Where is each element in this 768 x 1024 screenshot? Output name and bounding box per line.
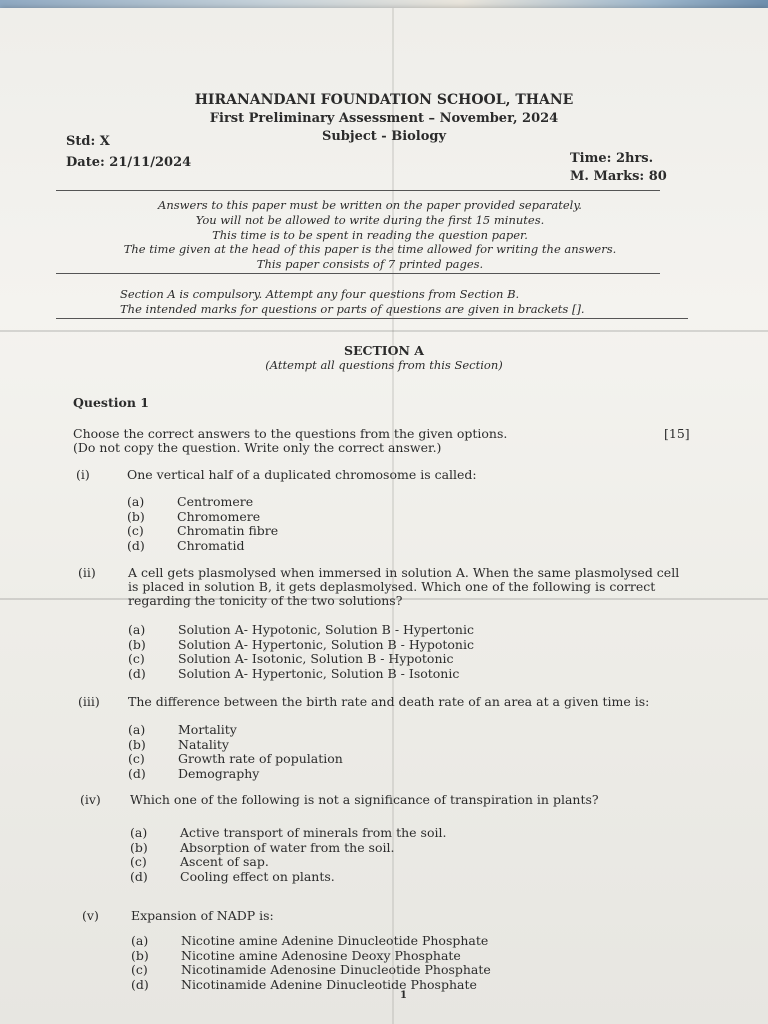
item-number: (iv) [80, 792, 101, 807]
paper-fold [392, 8, 394, 1024]
divider [56, 318, 688, 319]
option-label: (b) [127, 508, 145, 524]
option-text: Demography [178, 765, 260, 781]
section-instruction-line: Section A is compulsory. Attempt any four questions from Section B. [120, 287, 520, 301]
option-label: (b) [130, 839, 148, 855]
option-text: Centromere [177, 494, 254, 509]
option-label: (d) [128, 665, 146, 681]
option-label: (c) [130, 854, 147, 869]
option-label: (d) [131, 976, 149, 992]
option-label: (a) [128, 622, 146, 637]
option-text: Solution A- Hypertonic, Solution B - Isotonic [178, 665, 460, 681]
divider [56, 190, 660, 191]
instruction-line: Answers to this paper must be written on the paper provided separately. [158, 198, 582, 212]
subject: Subject - Biology [321, 129, 447, 144]
paper-fold [0, 330, 768, 332]
option-text: Ascent of sap. [180, 854, 269, 869]
option-text: Nicotine amine Adenine Dinucleotide Phosphate [181, 933, 489, 948]
item-question-text: regarding the tonicity of the two solutions? [128, 593, 403, 608]
exam-paper [0, 8, 768, 1024]
option-text: Chromatin fibre [177, 523, 279, 538]
section-subtitle: (Attempt all questions from this Section) [265, 358, 503, 372]
school-name: HIRANANDANI FOUNDATION SCHOOL, THANE [194, 92, 574, 108]
option-text: Active transport of minerals from the soil. [180, 825, 447, 840]
item-question-text: Expansion of NADP is: [131, 908, 274, 923]
instruction-line: This paper consists of 7 printed pages. [256, 257, 484, 271]
option-label: (c) [127, 523, 144, 538]
question-marks: [15] [664, 426, 690, 441]
exam-date: Date: 21/11/2024 [66, 155, 192, 170]
option-label: (d) [127, 537, 145, 553]
option-label: (c) [131, 962, 148, 977]
max-marks: M. Marks: 80 [570, 169, 667, 184]
option-text: Growth rate of population [178, 751, 343, 766]
item-number: (ii) [78, 565, 96, 580]
option-label: (a) [128, 722, 146, 737]
option-text: Solution A- Isotonic, Solution B - Hypotonic [178, 651, 454, 666]
section-instruction-line: The intended marks for questions or parts of questions are given in brackets []. [120, 302, 585, 316]
option-text: Chromatid [177, 537, 245, 553]
option-label: (a) [127, 494, 145, 509]
option-text: Natality [178, 736, 229, 752]
option-text: Nicotinamide Adenine Dinucleotide Phosphate [181, 976, 477, 992]
option-text: Absorption of water from the soil. [180, 839, 395, 855]
exam-title: First Preliminary Assessment – November, 2024 [209, 111, 559, 126]
question-intro: Choose the correct answers to the questions from the given options. [73, 426, 508, 441]
option-label: (a) [131, 933, 149, 948]
divider [56, 273, 660, 274]
option-label: (b) [128, 636, 146, 652]
page-number: 1 [400, 990, 407, 1001]
option-text: Mortality [178, 722, 237, 737]
item-question-text: is placed in solution B, it gets deplasmolysed. Which one of the following is correct [128, 579, 656, 594]
instruction-line: You will not be allowed to write during the first 15 minutes. [195, 213, 545, 227]
item-question-text: A cell gets plasmolysed when immersed in solution A. When the same plasmolysed cell [128, 565, 680, 580]
option-text: Solution A- Hypotonic, Solution B - Hypertonic [178, 622, 474, 637]
option-label: (b) [128, 736, 146, 752]
option-text: Solution A- Hypertonic, Solution B - Hypotonic [178, 636, 474, 652]
item-number: (v) [82, 908, 99, 923]
option-label: (c) [128, 751, 145, 766]
question-note: (Do not copy the question. Write only the correct answer.) [73, 440, 442, 455]
item-number: (i) [76, 467, 90, 482]
option-text: Cooling effect on plants. [180, 868, 335, 884]
option-label: (c) [128, 651, 145, 666]
instruction-line: This time is to be spent in reading the question paper. [212, 228, 528, 242]
option-label: (b) [131, 947, 149, 963]
option-text: Nicotine amine Adenosine Deoxy Phosphate [181, 947, 461, 963]
option-label: (a) [130, 825, 148, 840]
item-question-text: One vertical half of a duplicated chromosome is called: [127, 467, 477, 482]
option-text: Nicotinamide Adenosine Dinucleotide Phosphate [181, 962, 491, 977]
option-text: Chromomere [177, 508, 261, 524]
std: Std: X [66, 134, 110, 149]
item-number: (iii) [78, 694, 100, 709]
option-label: (d) [130, 868, 148, 884]
section-title: SECTION A [343, 343, 425, 358]
item-question-text: The difference between the birth rate and death rate of an area at a given time is: [128, 694, 650, 709]
exam-time: Time: 2hrs. [570, 151, 654, 166]
instruction-line: The time given at the head of this paper is the time allowed for writing the answers. [123, 242, 617, 256]
option-label: (d) [128, 765, 146, 781]
question-title: Question 1 [73, 395, 149, 410]
item-question-text: Which one of the following is not a significance of transpiration in plants? [130, 792, 599, 807]
